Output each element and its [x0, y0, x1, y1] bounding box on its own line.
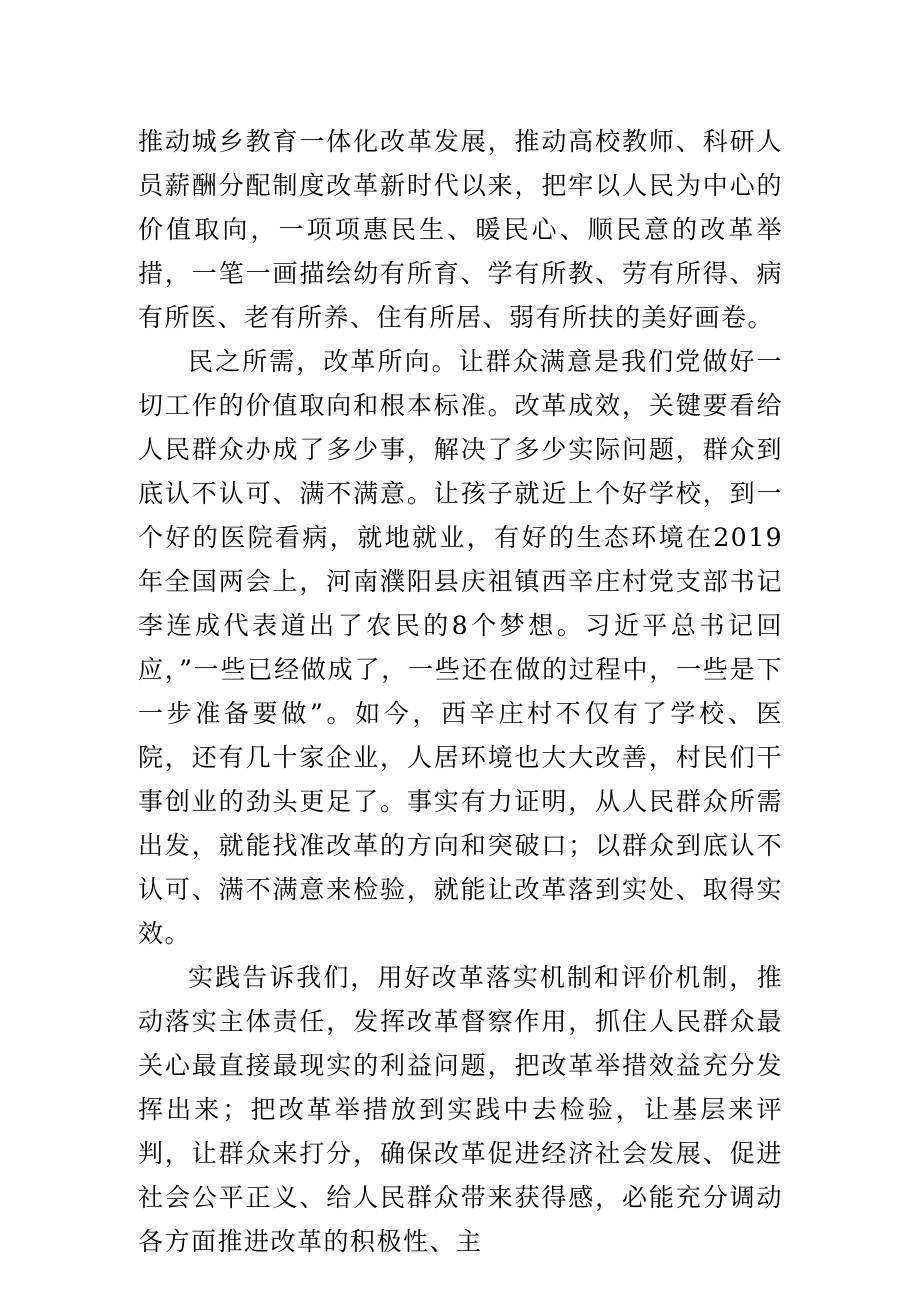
paragraph-3: 实践告诉我们，用好改革落实机制和评价机制，推动落实主体责任，发挥改革督察作用，抓住人民群众最关心最直接最现实的利益问题，把改革举措效益充分发挥出来；把改革举措放到实践中去检验，让基层来评判，让群众来打分，确保改革促进经济社会发展、促进社会公平正义、给人民群众带来获得感，必能充分调动各方面推进改革的积极性、主: [138, 963, 783, 1256]
paragraph-2: 民之所需，改革所向。让群众满意是我们党做好一切工作的价值取向和根本标准。改革成效，关键要看给人民群众办成了多少事，解决了多少实际问题，群众到底认不认可、满不满意。让孩子就近上个好学校，到一个好的医院看病，就地就业，有好的生态环境在2019年全国两会上，河南濮阳县庆祖镇西辛庄村党支部书记李连成代表道出了农民的8个梦想。习近平总书记回应，”一些已经做成了，一些还在做的过程中，一些是下一步准备要做”。如今，西辛庄村不仅有了学校、医院，还有几十家企业，人居环境也大大改善，村民们干事创业的劲头更足了。事实有力证明，从人民群众所需出发，就能找准改革的方向和突破口；以群众到底认不认可、满不满意来检验，就能让改革落到实处、取得实效。: [138, 347, 783, 948]
document-body: [138, 120, 783, 1264]
paragraph-1: 推动城乡教育一体化改革发展，推动高校教师、科研人员薪酬分配制度改革新时代以来，把牢以人民为中心的价值取向，一项项惠民生、暖民心、顺民意的改革举措，一笔一画描绘幼有所育、学有所教、劳有所得、病有所医、老有所养、住有所居、弱有所扶的美好画卷。: [138, 127, 783, 332]
